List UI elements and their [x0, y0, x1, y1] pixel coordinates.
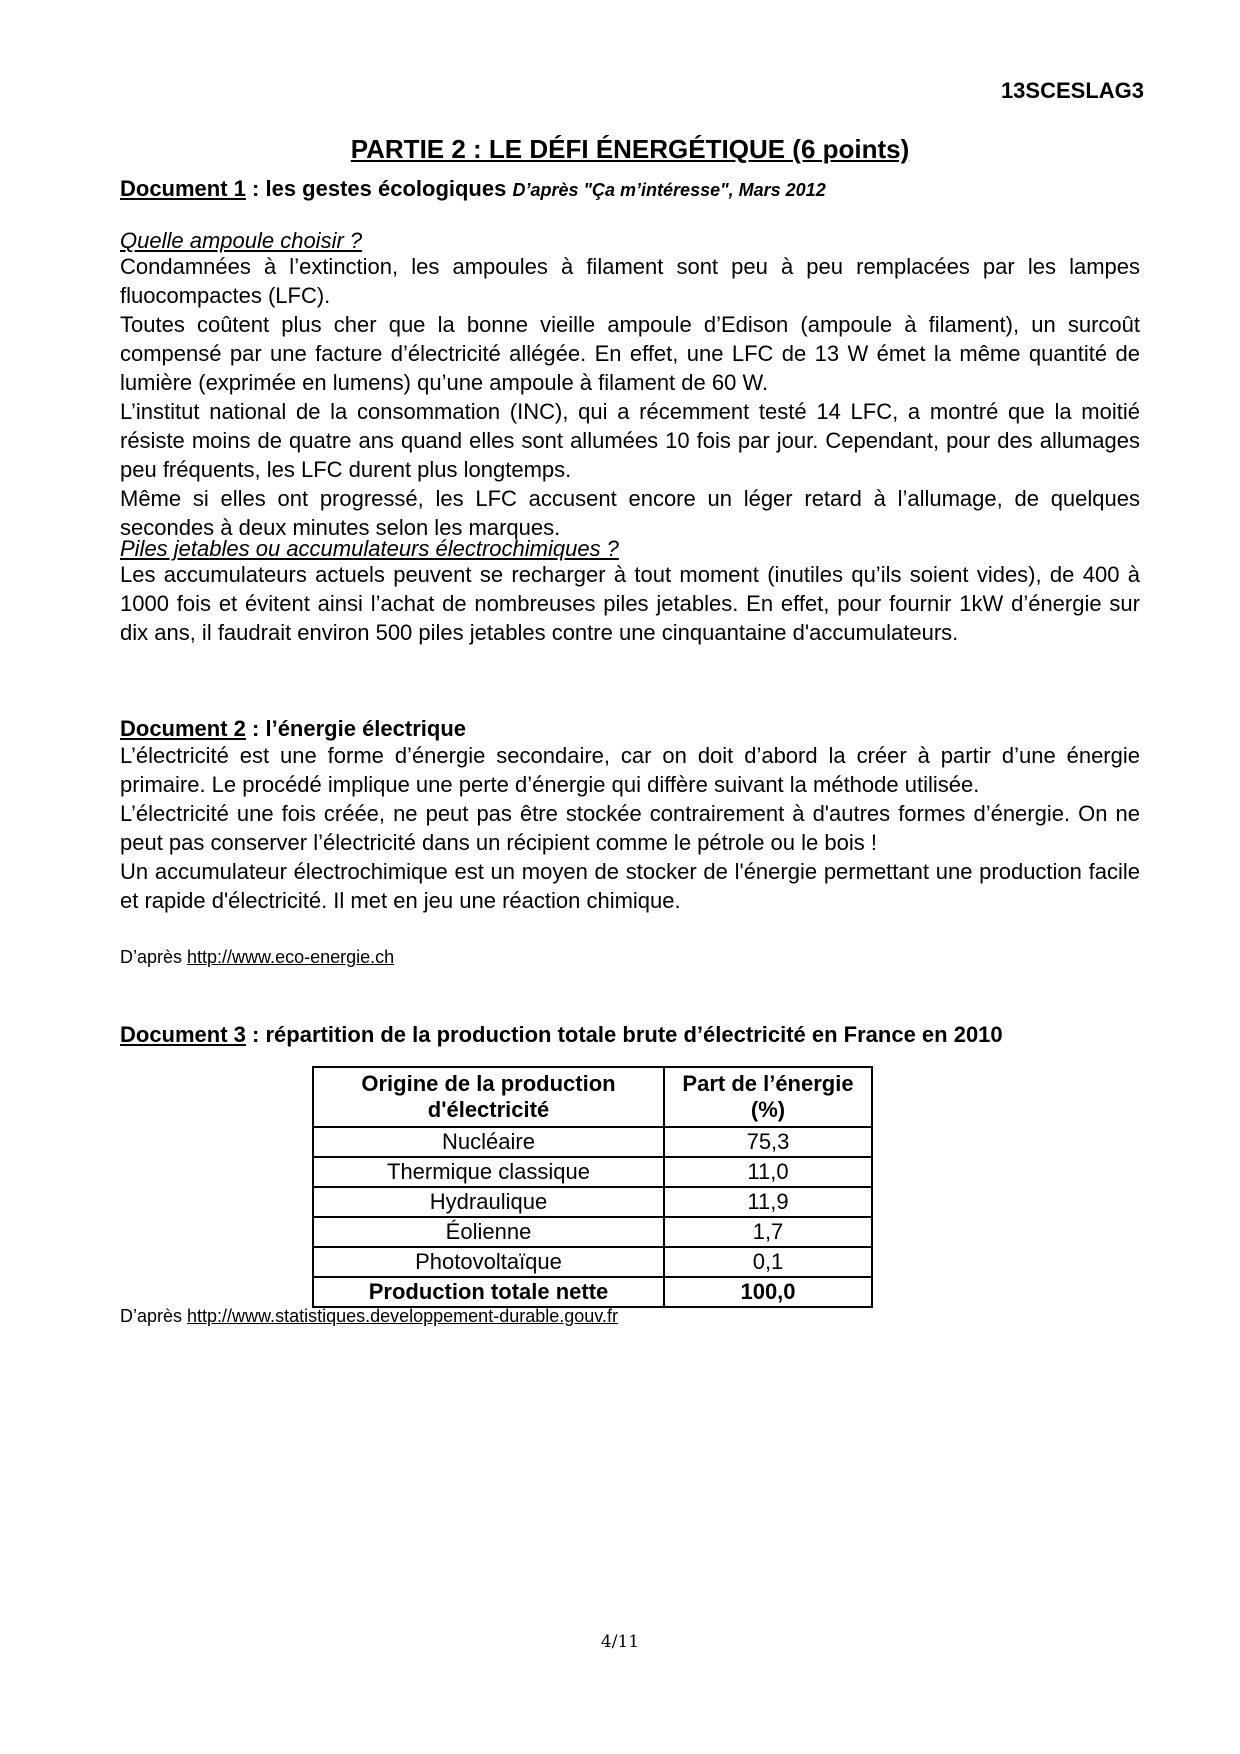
doc1-subheading-bulbs: Quelle ampoule choisir ?	[120, 228, 363, 253]
source-prefix: D’après	[120, 947, 188, 967]
doc3-label: Document 3	[120, 1022, 246, 1047]
column-header-origin: Origine de la production d'électricité	[313, 1067, 664, 1127]
page-number: 4/11	[600, 1632, 640, 1652]
doc1-heading	[120, 176, 826, 202]
paragraph: Un accumulateur électrochimique est un moyen de stocker de l'énergie permettant une production facile et rapide d'électricité. Il met en jeu une réaction chimique.	[120, 859, 1140, 913]
paragraph: L’électricité une fois créée, ne peut pas être stockée contrairement à d'autres formes d’énergie. On ne peut pas conserver l’électricité dans un récipient comme le pétrole ou le bois !	[120, 801, 1140, 855]
cell-share: 1,7	[664, 1217, 872, 1247]
cell-share: 11,9	[664, 1187, 872, 1217]
doc2-heading	[120, 716, 466, 742]
document-code: 13SCESLAG3	[1000, 78, 1144, 103]
paragraph: L’institut national de la consommation (INC), qui a récemment testé 14 LFC, a montré que la moitié résiste moins de quatre ans quand elles sont allumées 10 fois par jour. Cependant, pour des allumages peu fréquents, les LFC durent plus longtemps.	[120, 399, 1140, 482]
paragraph: L’électricité est une forme d’énergie secondaire, car on doit d’abord la créer à partir d’une énergie primaire. Le procédé implique une perte d’énergie qui diffère suivant la méthode utilisée.	[120, 743, 1140, 797]
page-title: PARTIE 2 : LE DÉFI ÉNERGÉTIQUE (6 points)	[350, 134, 910, 164]
cell-origin: Nucléaire	[313, 1127, 664, 1157]
source-link[interactable]: http://www.statistiques.developpement-durable.gouv.fr	[187, 1306, 618, 1326]
doc3-title: : répartition de la production totale brute d’électricité en France en 2010	[245, 1022, 1003, 1047]
doc1-label: Document 1	[120, 176, 246, 201]
cell-origin: Photovoltaïque	[313, 1247, 664, 1277]
table-row	[313, 1247, 872, 1277]
cell-share: 11,0	[664, 1157, 872, 1187]
column-header-share: Part de l’énergie (%)	[664, 1067, 872, 1127]
table-row	[313, 1127, 872, 1157]
source-prefix: D’après	[120, 1306, 188, 1326]
paragraph: Toutes coûtent plus cher que la bonne vieille ampoule d’Edison (ampoule à filament), un surcoût compensé par une facture d’électricité allégée. En effet, une LFC de 13 W émet la même quantité de lumière (exprimée en lumens) qu’une ampoule à filament de 60 W.	[120, 312, 1140, 395]
cell-share: 75,3	[664, 1127, 872, 1157]
table-header-row	[313, 1067, 872, 1127]
doc2-text	[120, 741, 1140, 915]
cell-total-value: 100,0	[664, 1277, 872, 1307]
doc2-label: Document 2	[120, 716, 246, 741]
doc2-title: : l’énergie électrique	[245, 716, 466, 741]
cell-origin: Éolienne	[313, 1217, 664, 1247]
doc2-source	[120, 947, 394, 968]
doc1-source: D’après "Ça m’intéresse", Mars 2012	[512, 180, 826, 200]
doc1-title: : les gestes écologiques	[245, 176, 513, 201]
paragraph: Même si elles ont progressé, les LFC accusent encore un léger retard à l’allumage, de quelques secondes à deux minutes selon les marques.	[120, 486, 1140, 540]
doc1-bulbs-text	[120, 252, 1140, 542]
cell-share: 0,1	[664, 1247, 872, 1277]
cell-total-label: Production totale nette	[313, 1277, 664, 1307]
source-link[interactable]: http://www.eco-energie.ch	[187, 947, 395, 967]
table-total-row	[313, 1277, 872, 1307]
doc1-subheading-batteries: Piles jetables ou accumulateurs électrochimiques ?	[120, 536, 619, 561]
table-row	[313, 1187, 872, 1217]
paragraph: Les accumulateurs actuels peuvent se recharger à tout moment (inutiles qu’ils soient vides), de 400 à 1000 fois et évitent ainsi l’achat de nombreuses piles jetables. En effet, pour fournir 1kW d’énergie sur dix ans, il faudrait environ 500 piles jetables contre une cinquantaine d'accumulateurs.	[120, 562, 1140, 645]
table-row	[313, 1217, 872, 1247]
table-row	[313, 1157, 872, 1187]
doc1-batteries-text	[120, 560, 1140, 647]
energy-production-table	[312, 1066, 873, 1308]
doc3-heading	[120, 1022, 1003, 1048]
cell-origin: Thermique classique	[313, 1157, 664, 1187]
doc3-source	[120, 1306, 618, 1327]
cell-origin: Hydraulique	[313, 1187, 664, 1217]
paragraph: Condamnées à l’extinction, les ampoules à filament sont peu à peu remplacées par les lampes fluocompactes (LFC).	[120, 254, 1140, 308]
